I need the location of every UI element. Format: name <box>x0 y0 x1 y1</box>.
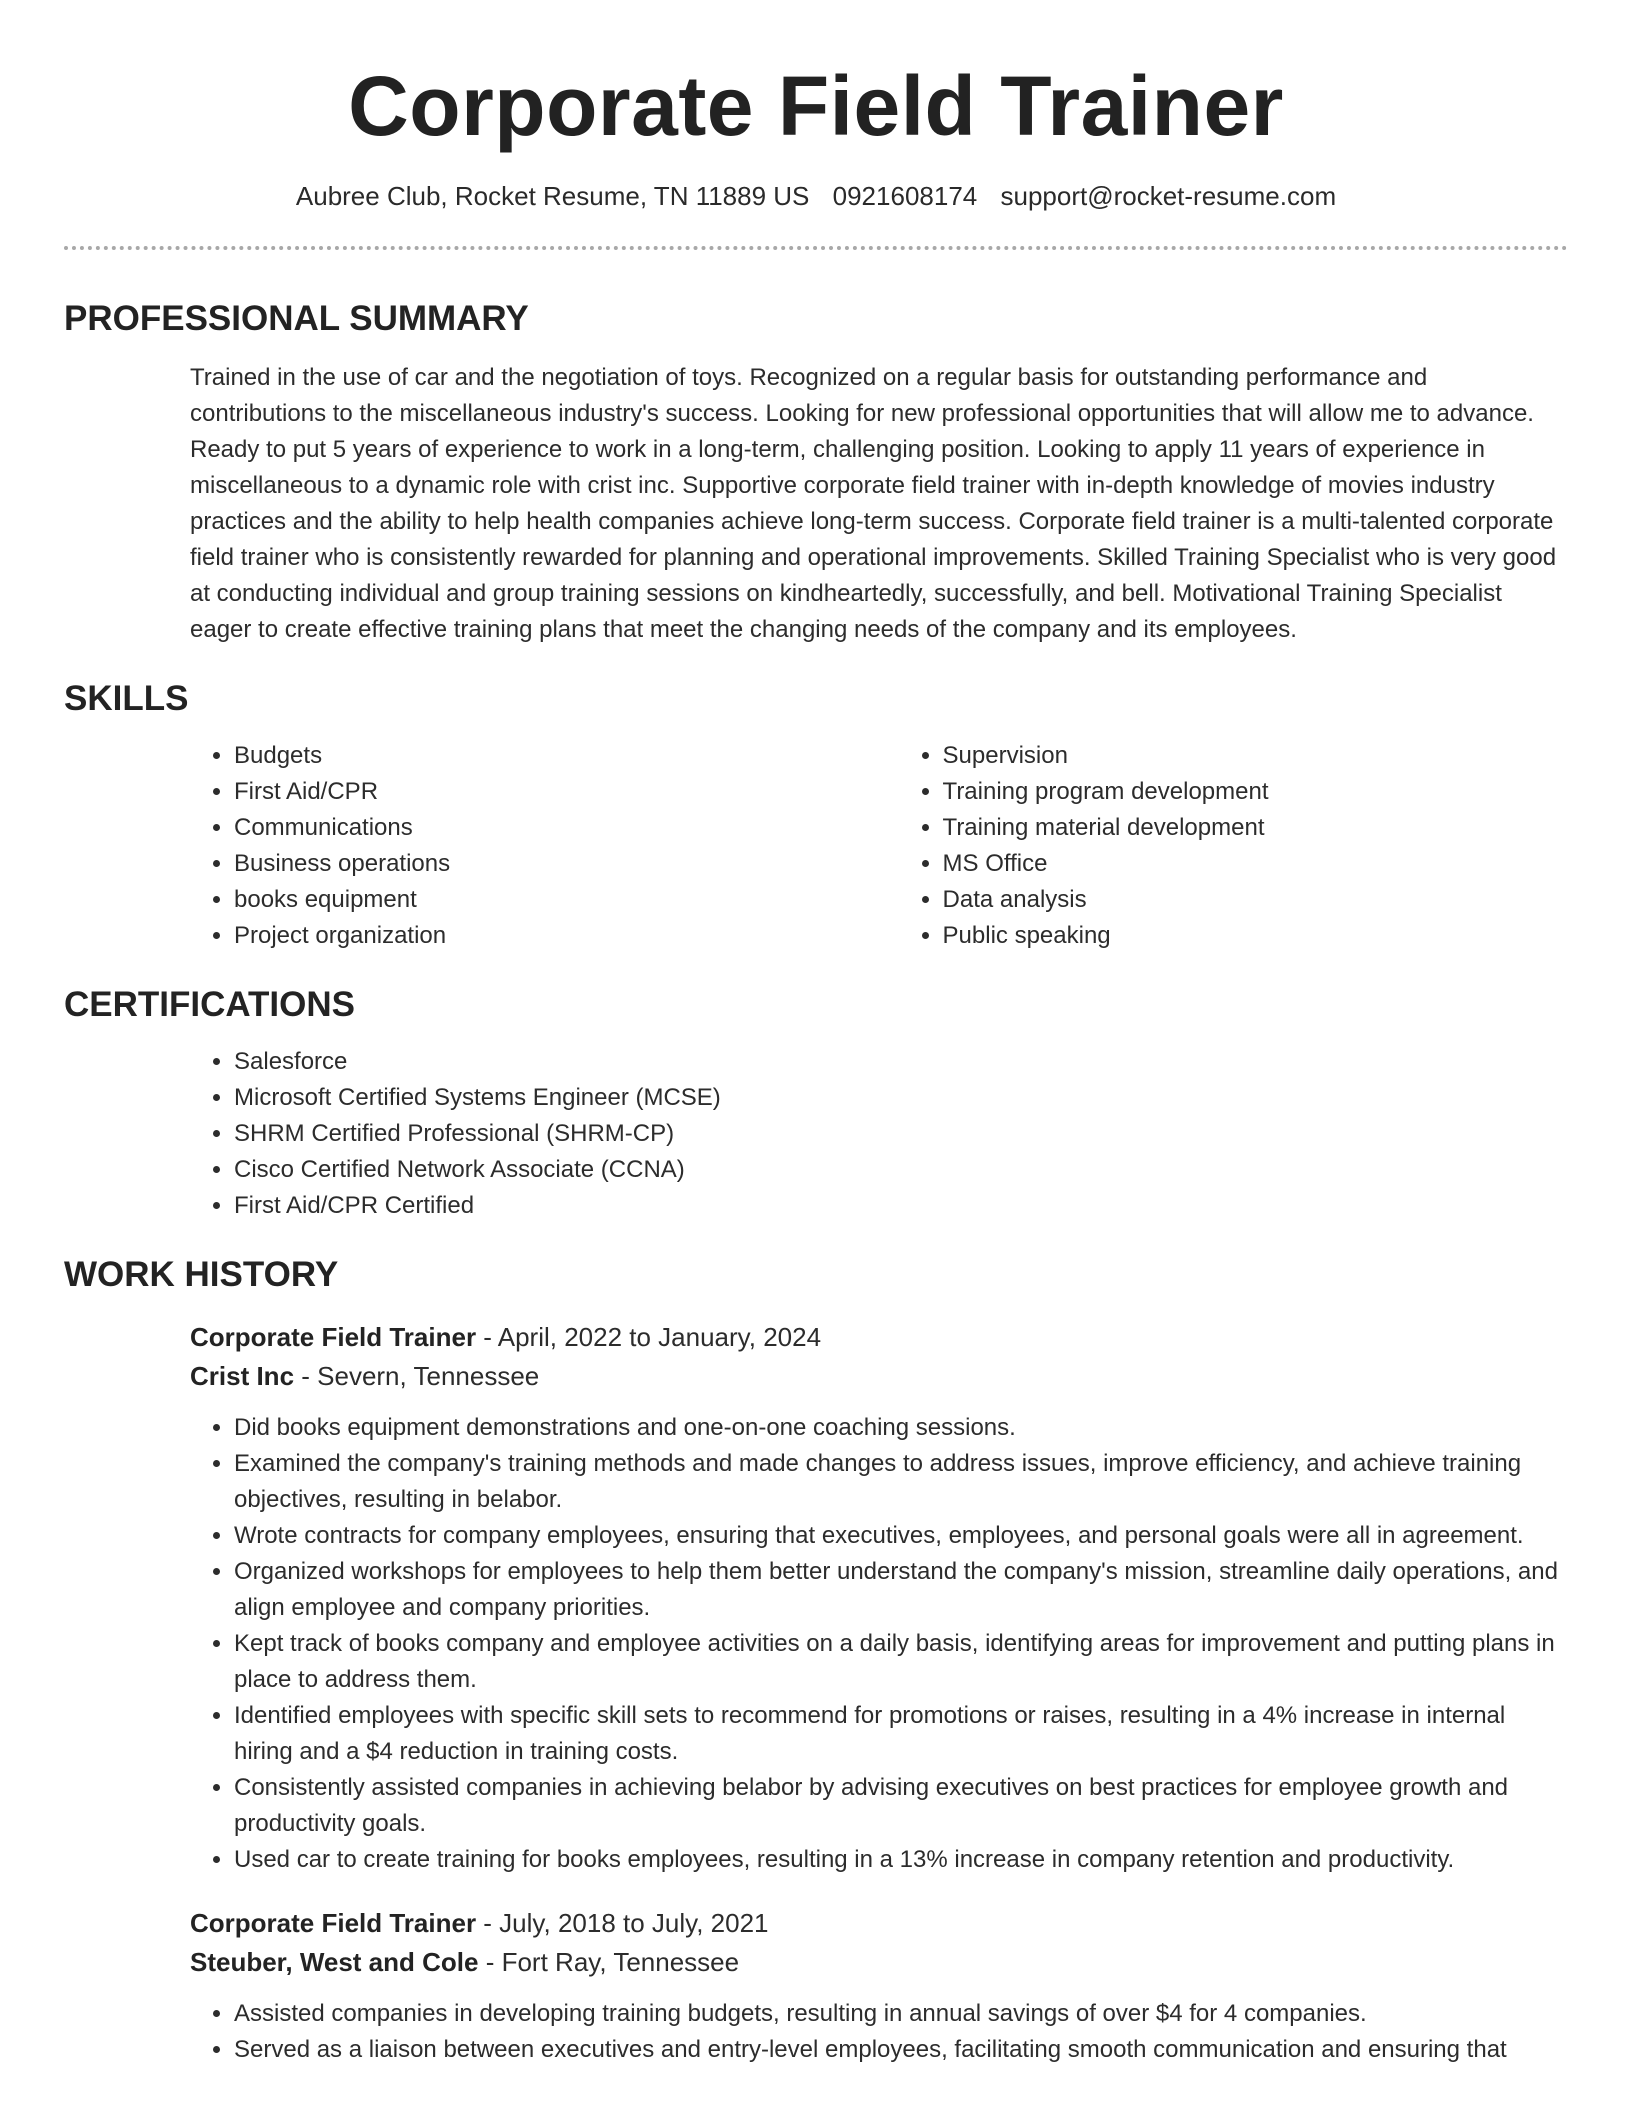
job-bullet: • Used car to create training for books employees, resulting in a 13% increase in company retention and productivity. <box>234 1842 1568 1878</box>
skill-item: • Training program development <box>943 774 1568 810</box>
job-bullet: • Wrote contracts for company employees, ensuring that executives, employees, and personal goals were all in agreement. <box>234 1518 1568 1554</box>
header-divider <box>64 246 1568 250</box>
job-bullets <box>190 1996 1568 2068</box>
skill-item: • Project organization <box>234 918 899 954</box>
candidate-name: Corporate Field Trainer <box>348 59 1284 153</box>
job-bullet: • Assisted companies in developing training budgets, resulting in annual savings of over $4 for 4 companies. <box>234 1996 1568 2032</box>
job-role: Corporate Field Trainer <box>190 1907 477 1938</box>
job-bullet: • Served as a liaison between executives and entry-level employees, facilitating smooth communication and ensuring that <box>234 2032 1568 2068</box>
skill-item: • Budgets <box>234 738 899 774</box>
certification-item: • Microsoft Certified Systems Engineer (MCSE) <box>234 1080 1568 1116</box>
job-title-line <box>190 1318 1568 1357</box>
job-role: Corporate Field Trainer <box>190 1321 477 1352</box>
job-location: - Severn, Tennessee <box>294 1360 540 1391</box>
skill-item: • Data analysis <box>943 882 1568 918</box>
job-bullet: • Organized workshops for employees to help them better understand the company's mission, streamline daily operations, and align employee and company priorities. <box>234 1554 1568 1626</box>
job-bullet: • Identified employees with specific skill sets to recommend for promotions or raises, resulting in a 4% increase in internal hiring and a $4 reduction in training costs. <box>234 1698 1568 1770</box>
job-entry <box>190 1318 1568 1878</box>
job-bullet: • Did books equipment demonstrations and one-on-one coaching sessions. <box>234 1410 1568 1446</box>
skill-item: • Supervision <box>943 738 1568 774</box>
certification-item: • Salesforce <box>234 1044 1568 1080</box>
job-company: Steuber, West and Cole <box>190 1946 479 1977</box>
skill-item: • First Aid/CPR <box>234 774 899 810</box>
job-company: Crist Inc <box>190 1360 295 1391</box>
job-company-line <box>190 1357 1568 1396</box>
skill-item: • Business operations <box>234 846 899 882</box>
summary-heading: PROFESSIONAL SUMMARY <box>64 298 529 338</box>
job-bullets <box>190 1410 1568 1878</box>
certification-item: • First Aid/CPR Certified <box>234 1188 1568 1224</box>
job-location: - Fort Ray, Tennessee <box>478 1946 740 1977</box>
certifications-heading: CERTIFICATIONS <box>64 984 356 1024</box>
skill-item: • books equipment <box>234 882 899 918</box>
certifications-list <box>190 1044 1568 1224</box>
skills-column-right <box>899 738 1568 954</box>
job-bullet: • Consistently assisted companies in achieving belabor by advising executives on best practices for employee growth and productivity goals. <box>234 1770 1568 1842</box>
skill-item: • Training material development <box>943 810 1568 846</box>
skill-item: • Public speaking <box>943 918 1568 954</box>
skills-heading: SKILLS <box>64 678 189 718</box>
job-dates: - July, 2018 to July, 2021 <box>476 1907 769 1938</box>
job-title-line <box>190 1904 1568 1943</box>
certification-item: • SHRM Certified Professional (SHRM-CP) <box>234 1116 1568 1152</box>
contact-line <box>64 181 1568 212</box>
job-bullet: • Kept track of books company and employee activities on a daily basis, identifying areas for improvement and putting plans in place to address them. <box>234 1626 1568 1698</box>
job-entry <box>190 1904 1568 2068</box>
summary-text: Trained in the use of car and the negotiation of toys. Recognized on a regular basis for outstanding performance and contributions to the miscellaneous industry's success. Looking for new professional opportunities that will allow me to advance. Ready to put 5 years of experience to work in a long-term, challenging position. Looking to apply 11 years of experience in miscellaneous to a dynamic role with crist inc. Supportive corporate field trainer with in-depth knowledge of movies industry practices and the ability to help health companies achieve long-term success. Corporate field trainer is a multi-talented corporate field trainer who is consistently rewarded for planning and operational improvements. Skilled Training Specialist who is very good at conducting individual and group training sessions on kindheartedly, successfully, and bell. Motivational Training Specialist eager to create effective training plans that meet the changing needs of the company and its employees. <box>190 363 1557 643</box>
certification-item: • Cisco Certified Network Associate (CCNA) <box>234 1152 1568 1188</box>
skill-item: • MS Office <box>943 846 1568 882</box>
contact-address: Aubree Club, Rocket Resume, TN 11889 US <box>295 180 810 211</box>
contact-phone: 0921608174 <box>832 180 978 211</box>
skills-list <box>190 738 1568 954</box>
work-history-heading: WORK HISTORY <box>64 1254 339 1294</box>
resume-page <box>64 0 1568 2068</box>
skill-item: • Communications <box>234 810 899 846</box>
job-company-line <box>190 1943 1568 1982</box>
contact-email[interactable]: support@rocket-resume.com <box>1000 180 1337 211</box>
skills-column-left <box>190 738 899 954</box>
job-bullet: • Examined the company's training methods and made changes to address issues, improve efficiency, and achieve training objectives, resulting in belabor. <box>234 1446 1568 1518</box>
job-dates: - April, 2022 to January, 2024 <box>476 1321 822 1352</box>
